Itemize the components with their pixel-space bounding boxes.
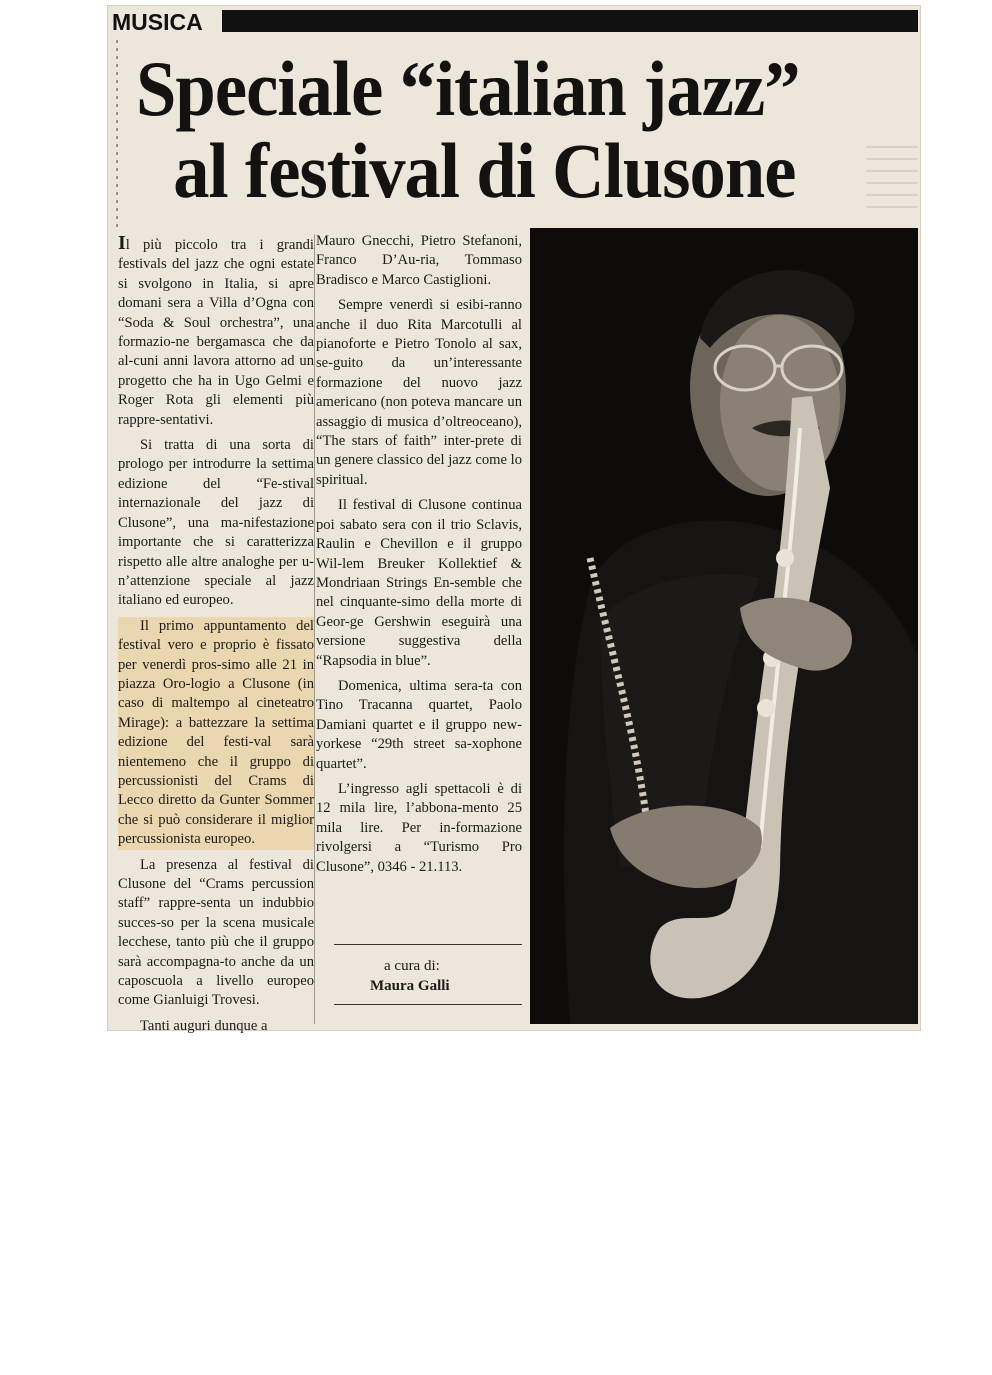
section-label: MUSICA [112, 9, 203, 35]
article-paragraph: L’ingresso agli spettacoli è di 12 mila lire, l’abbona-mento 25 mila lire. Per in-formazione rivolgersi a “Turismo Pro Clusone”, 0346 - 21.113. [316, 780, 522, 875]
saxophone-icon [530, 228, 918, 1024]
byline-author: Maura Galli [370, 978, 450, 994]
binding-edge [116, 40, 118, 230]
headline [136, 45, 824, 214]
byline-prefix: a cura di: [384, 958, 440, 974]
byline-rule-bottom [334, 1004, 522, 1005]
article-column-1 [118, 234, 314, 1036]
article-paragraph: La presenza al festival di Clusone del “Crams percussion staff” rappre-senta un indubbio succes-so per la scena musicale lecchese, tanto più che il gruppo sarà accompagna-to anche da un caposcuola a livello europeo come Gianluigi Trovesi. [118, 856, 314, 1009]
article-paragraph: Si tratta di una sorta di prologo per introdurre la settima edizione del “Fe-stival internazionale del jazz di Clusone”, una ma-nifestazione importante che si caratterizza rispetto alle altre analoghe per u-n’attenzione speciale al jazz italiano ed europeo. [118, 437, 314, 609]
saxophonist-photo [530, 228, 918, 1024]
article-paragraph-highlighted: Il primo appuntamento del festival vero e proprio è fissato per venerdì pros-simo alle 21 in piazza Oro-logio a Clusone (in caso di maltempo al cineteatro Mirage): a battezzare la settima edizione del festi-val sarà nientemeno che il gruppo di percussionisti del Crams di Lecco diretto da Gunter Sommer che si può considerare il miglior percussionista europeo. [118, 617, 314, 850]
article-paragraph: Domenica, ultima sera-ta con Tino Tracanna quartet, Paolo Damiani quartet e il gruppo new-yorkese “29th street sa-xophone quartet”. [316, 677, 522, 772]
headline-line-1: Speciale “italian jazz” [136, 45, 800, 132]
headline-line-2: al festival di Clusone [173, 127, 796, 214]
byline-rule-top [334, 944, 522, 945]
article-paragraph: Mauro Gnecchi, Pietro Stefanoni, Franco D’Au-ria, Tommaso Bradisco e Marco Castiglioni. [316, 233, 522, 288]
article-paragraph: Il più piccolo tra i grandi festivals del jazz che ogni estate si svolgono in Italia, si apre domani sera a Villa d’Ogna con “Soda & Soul orchestra”, una formazio-ne bergamasca che da al-cuni anni lavora attorno ad un progetto che ha in Ugo Gelmi e Roger Rota gli elementi più rappre-sentativi. [118, 232, 314, 428]
article-paragraph: Tanti auguri dunque a [140, 1017, 268, 1034]
column-divider [314, 234, 315, 1024]
article-paragraph: Sempre venerdì si esibi-ranno anche il duo Rita Marcotulli al pianoforte e Pietro Tonolo al sax, se-guito da un’interessante formazione del nuovo jazz americano (non poteva mancare un assaggio di musica d’oltreoceano), “The stars of faith” inter-prete di un genere classico del jazz come lo spiritual. [316, 297, 522, 488]
section-rule [222, 10, 918, 32]
article-column-2 [316, 232, 522, 877]
article-paragraph: Il festival di Clusone continua poi sabato sera con il trio Sclavis, Raulin e Chevillon e il gruppo Wil-lem Breuker Kollektief & Mondriaan Strings En-semble che nel cinquante-simo della morte di Geor-ge Gershwin eseguirà una versione suggestiva della “Rapsodia in blue”. [316, 497, 522, 669]
